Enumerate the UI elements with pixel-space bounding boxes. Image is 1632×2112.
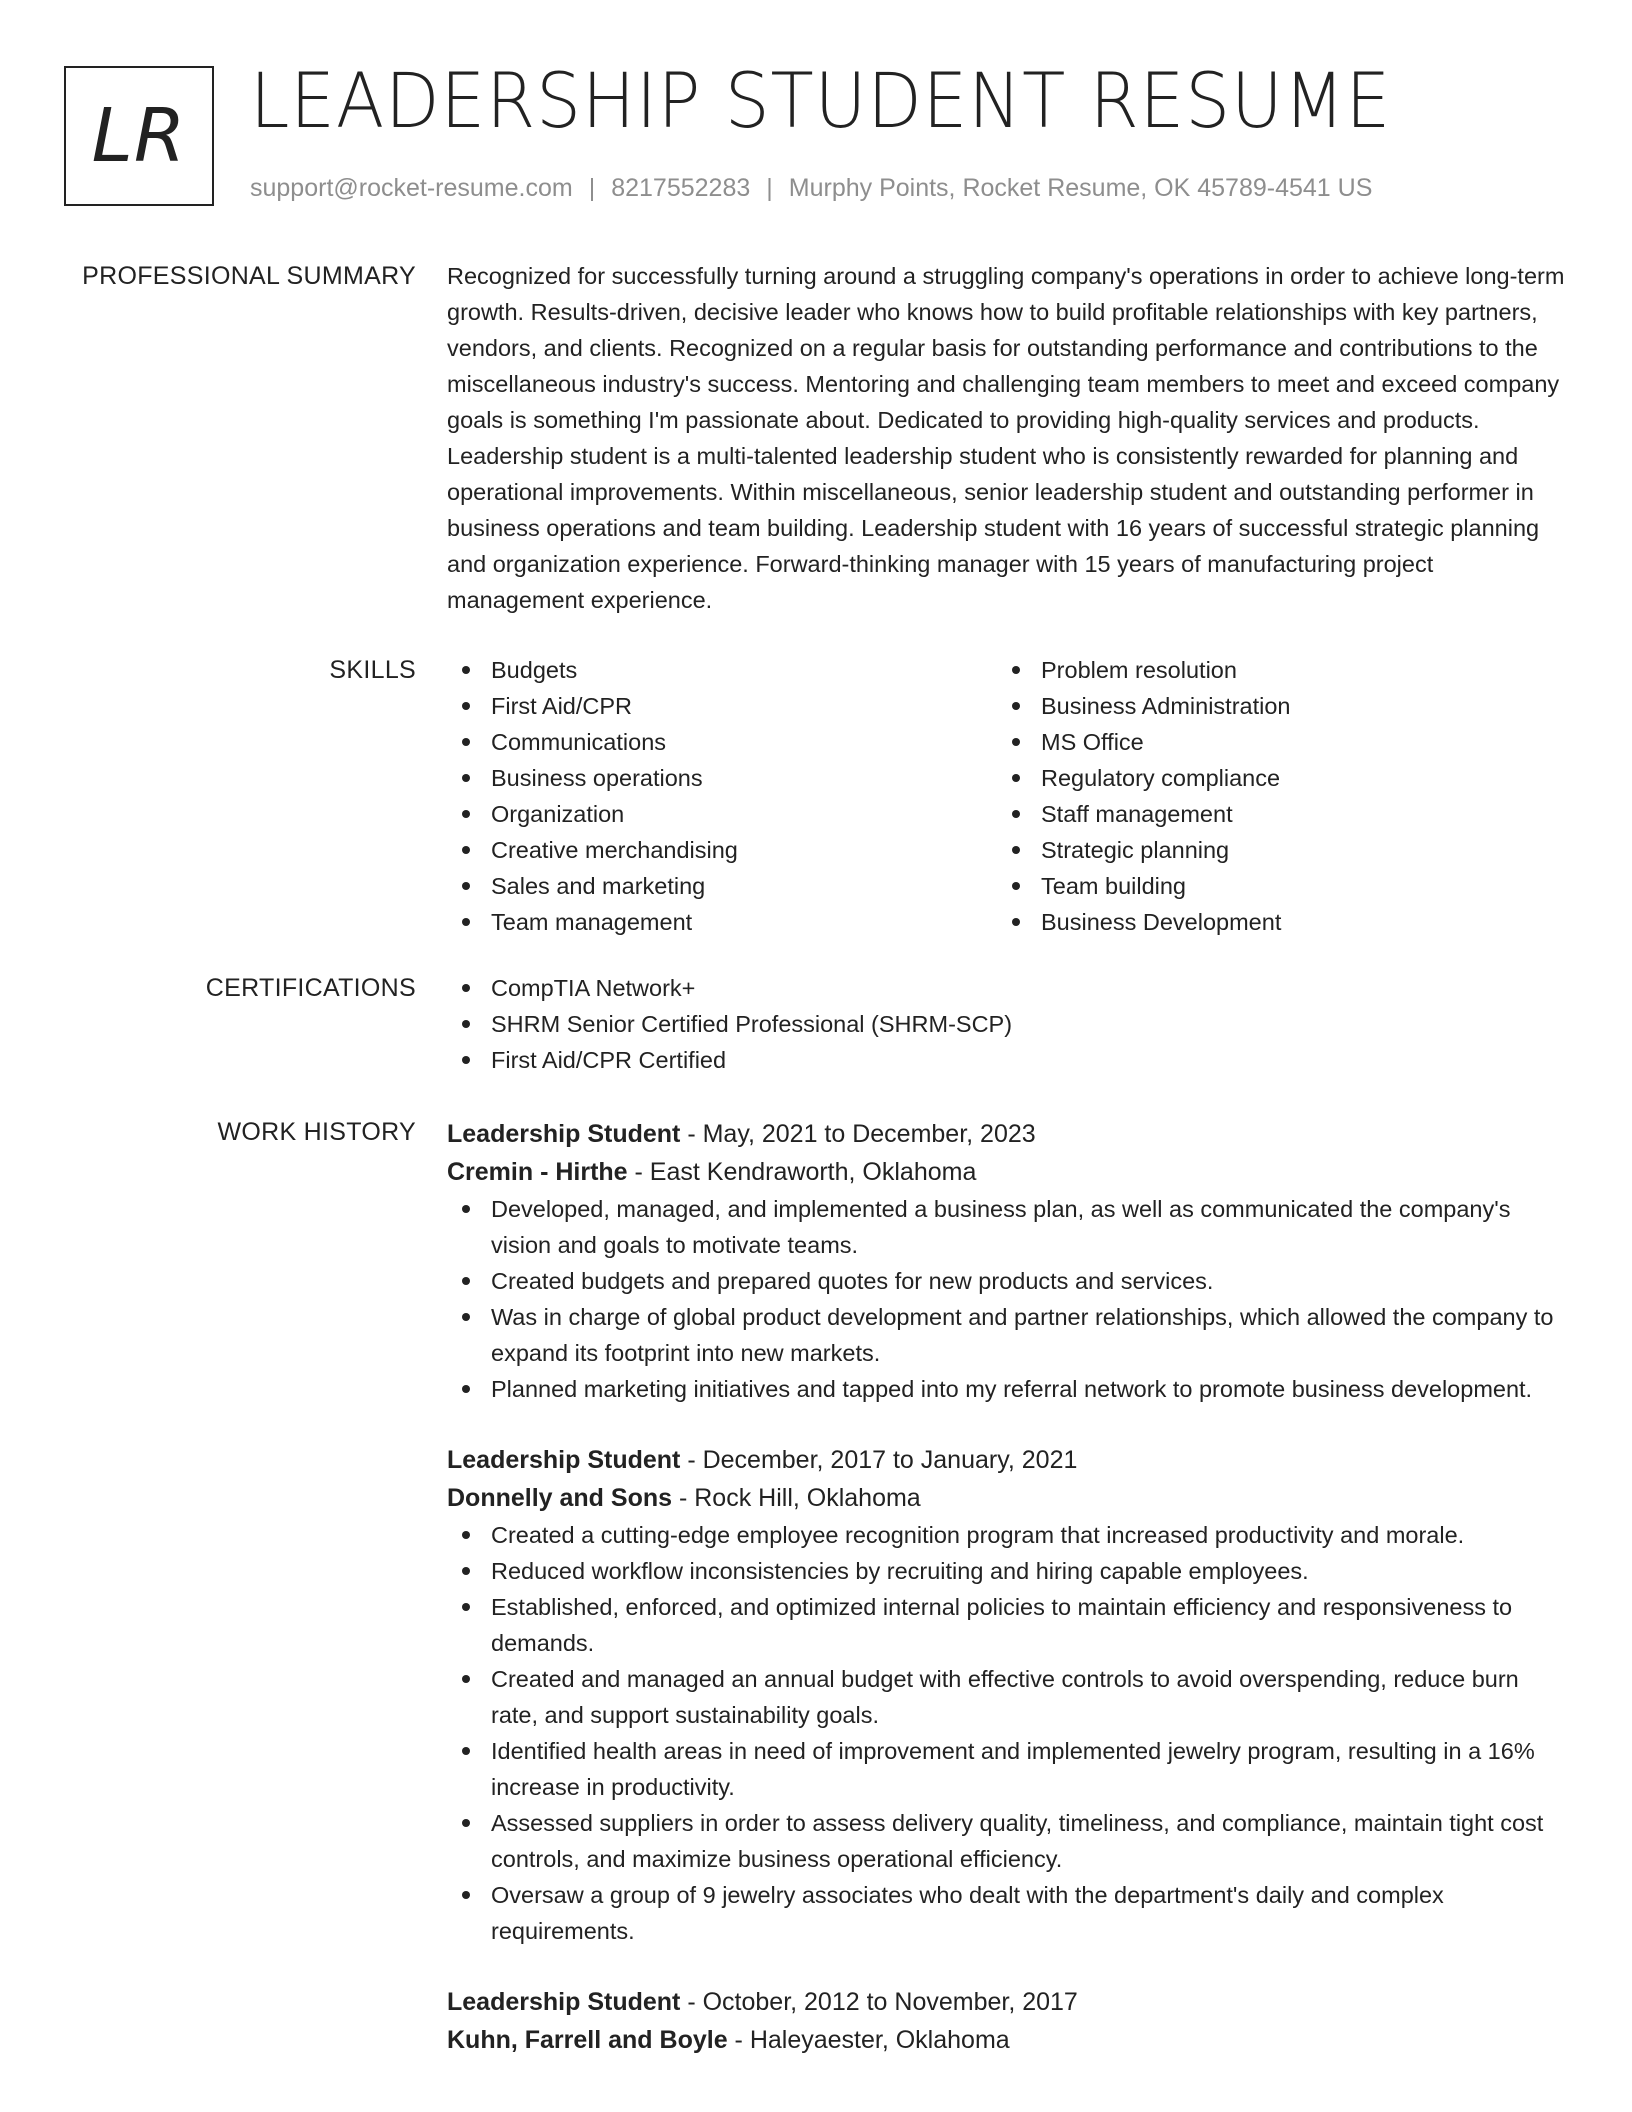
job-company: Donnelly and Sons: [447, 1484, 673, 1512]
job-company: Cremin - Hirthe: [447, 1158, 628, 1186]
job-bullet: Identified health areas in need of improvement and implemented jewelry program, resulting in a 16% increase in productivity.: [447, 1733, 1569, 1805]
job-location: - Haleyaester, Oklahoma: [727, 2026, 1010, 2054]
job-title-line: [447, 1441, 1569, 1479]
skill-item: Problem resolution: [997, 652, 1547, 688]
job-location: - Rock Hill, Oklahoma: [672, 1484, 921, 1512]
resume-title: LEADERSHIP STUDENT RESUME: [250, 56, 1392, 145]
job-bullet: Oversaw a group of 9 jewelry associates who dealt with the department's daily and complex requirements.: [447, 1877, 1569, 1949]
skill-item: Communications: [447, 724, 997, 760]
job-bullet: Was in charge of global product development and partner relationships, which allowed the company to expand its footprint into new markets.: [447, 1299, 1569, 1371]
job-title: Leadership Student: [447, 1988, 681, 2016]
job-company-line: [447, 1153, 1569, 1191]
job-dates: - October, 2012 to November, 2017: [680, 1988, 1078, 2016]
skill-item: Staff management: [997, 796, 1547, 832]
skill-item: Sales and marketing: [447, 868, 997, 904]
contact-email[interactable]: support@rocket-resume.com: [250, 174, 573, 202]
work-history-section: [447, 1115, 1569, 2093]
skills-list-right: [997, 652, 1547, 940]
work-history-section-label: WORK HISTORY: [217, 1118, 416, 1146]
skill-item: Business operations: [447, 760, 997, 796]
monogram-logo: LR: [64, 66, 214, 206]
job-bullet: Assessed suppliers in order to assess delivery quality, timeliness, and compliance, maintain tight cost controls, and maximize business operational efficiency.: [447, 1805, 1569, 1877]
job-company: Kuhn, Farrell and Boyle: [447, 2026, 728, 2054]
job-entry: [447, 1115, 1569, 1407]
job-dates: - December, 2017 to January, 2021: [680, 1446, 1078, 1474]
skill-item: Team management: [447, 904, 997, 940]
skill-item: Business Administration: [997, 688, 1547, 724]
certifications-section-label: CERTIFICATIONS: [205, 974, 416, 1002]
job-bullet: Planned marketing initiatives and tapped into my referral network to promote business development.: [447, 1371, 1569, 1407]
skill-item: Regulatory compliance: [997, 760, 1547, 796]
job-bullet: Developed, managed, and implemented a business plan, as well as communicated the company's vision and goals to motivate teams.: [447, 1191, 1569, 1263]
skill-item: Strategic planning: [997, 832, 1547, 868]
job-location: - East Kendraworth, Oklahoma: [627, 1158, 977, 1186]
skill-item: Creative merchandising: [447, 832, 997, 868]
job-entry: [447, 1441, 1569, 1949]
skill-item: Organization: [447, 796, 997, 832]
contact-address: Murphy Points, Rocket Resume, OK 45789-4541 US: [788, 174, 1373, 202]
skill-item: Team building: [997, 868, 1547, 904]
skill-item: First Aid/CPR: [447, 688, 997, 724]
certification-item: CompTIA Network+: [447, 970, 1569, 1006]
job-title: Leadership Student: [447, 1120, 681, 1148]
certification-item: First Aid/CPR Certified: [447, 1042, 1569, 1078]
skills-section: [447, 652, 1569, 940]
certification-item: SHRM Senior Certified Professional (SHRM-SCP): [447, 1006, 1569, 1042]
summary-section-label: PROFESSIONAL SUMMARY: [82, 262, 416, 290]
skill-item: Budgets: [447, 652, 997, 688]
contact-separator: |: [766, 174, 773, 202]
skills-list-left: [447, 652, 997, 940]
contact-phone[interactable]: 8217552283: [611, 174, 751, 202]
job-bullet: Created and managed an annual budget with effective controls to avoid overspending, reduce burn rate, and support sustainability goals.: [447, 1661, 1569, 1733]
job-company-line: [447, 2021, 1569, 2059]
certifications-section: [447, 970, 1569, 1078]
job-title-line: [447, 1983, 1569, 2021]
job-title-line: [447, 1115, 1569, 1153]
summary-text: Recognized for successfully turning around a struggling company's operations in order to achieve long-term growth. Results-driven, decisive leader who knows how to build profitable relationships with key partners, vendors, and clients. Recognized on a regular basis for outstanding performance and contributions to the miscellaneous industry's success. Mentoring and challenging team members to meet and exceed company goals is something I'm passionate about. Dedicated to providing high-quality services and products. Leadership student is a multi-talented leadership student who is consistently rewarded for planning and operational improvements. Within miscellaneous, senior leadership student and outstanding performer in business operations and team building. Leadership student with 16 years of successful strategic planning and organization experience. Forward-thinking manager with 15 years of manufacturing project management experience.: [447, 263, 1565, 613]
job-entry: [447, 1983, 1569, 2059]
job-bullet: Reduced workflow inconsistencies by recruiting and hiring capable employees.: [447, 1553, 1569, 1589]
job-dates: - May, 2021 to December, 2023: [680, 1120, 1036, 1148]
job-bullet: Established, enforced, and optimized internal policies to maintain efficiency and responsiveness to demands.: [447, 1589, 1569, 1661]
job-bullet: Created budgets and prepared quotes for new products and services.: [447, 1263, 1569, 1299]
certifications-list: [447, 970, 1569, 1078]
summary-section: [447, 258, 1569, 618]
job-title: Leadership Student: [447, 1446, 681, 1474]
contact-line: [250, 174, 1372, 203]
skills-section-label: SKILLS: [329, 656, 416, 684]
skill-item: Business Development: [997, 904, 1547, 940]
job-bullet: Created a cutting-edge employee recognition program that increased productivity and morale.: [447, 1517, 1569, 1553]
contact-separator: |: [588, 174, 596, 202]
job-bullets: [447, 1191, 1569, 1407]
job-company-line: [447, 1479, 1569, 1517]
skill-item: MS Office: [997, 724, 1547, 760]
job-bullets: [447, 1517, 1569, 1949]
